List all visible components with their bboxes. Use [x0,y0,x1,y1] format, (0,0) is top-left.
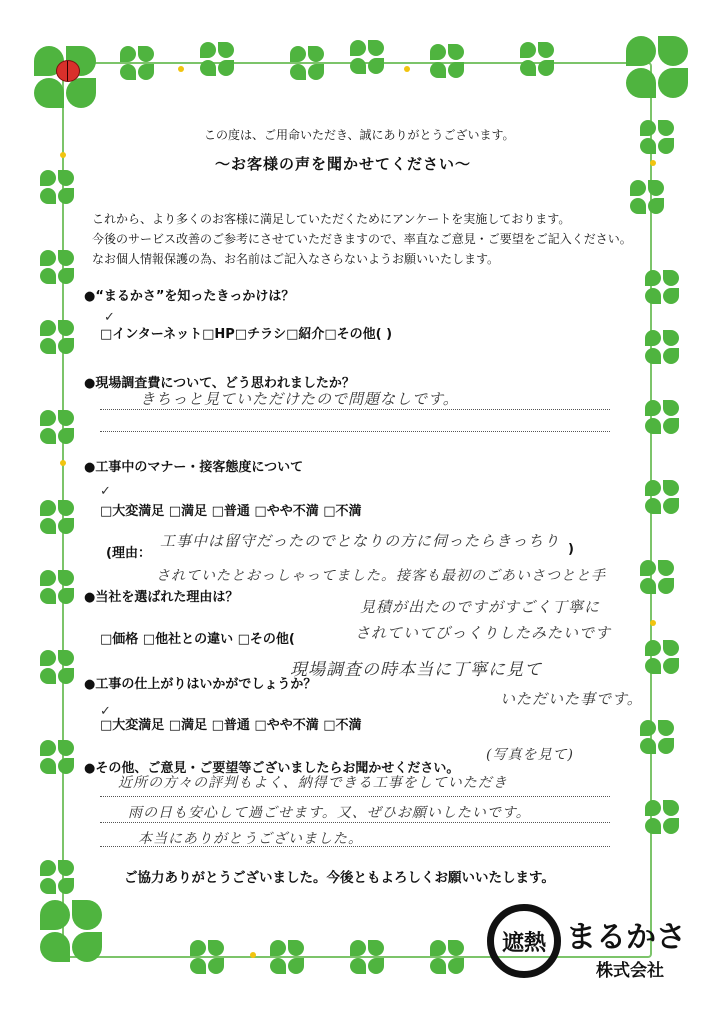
intro-line-3: なお個人情報保護の為、お名前はご記入なさらないようお願いいたします。 [92,252,500,266]
question-5-options[interactable]: □大変満足 □満足 □普通 □やや不満 □不満 [100,718,362,733]
clover-icon [40,740,74,774]
question-3-options[interactable]: □大変満足 □満足 □普通 □やや不満 □不満 [100,504,362,519]
question-3-answer-line-1: 工事中は留守だったのでとなりの方に伺ったらきっちり [160,532,561,550]
question-6-answer-line-3: 本当にありがとうございました。 [138,831,363,847]
reason-label: (理由： [106,546,151,561]
clover-icon [40,650,74,684]
clover-icon [430,44,464,78]
clover-icon [350,40,384,74]
question-3-answer-line-2: されていたとおっしゃってました。接客も最初のごあいさつとと手 [156,568,606,584]
clover-icon [120,46,154,80]
clover-icon [40,860,74,894]
clover-icon [626,36,688,98]
clover-icon [630,180,664,214]
question-6-label: ●その他、ご意見・ご要望等ございましたらお聞かせください。 [84,761,460,776]
clover-icon [645,400,679,434]
clover-icon [190,940,224,974]
dot-decoration [60,152,66,158]
clover-icon [520,42,554,76]
clover-icon [270,940,304,974]
question-2-answer: きちっと見ていただけたので問題なしです。 [140,390,459,408]
dot-decoration [60,460,66,466]
page-title: 〜お客様の声を聞かせてください〜 [215,155,472,173]
question-4-options[interactable]: □価格 □他社との違い □その他( [100,632,295,647]
clover-icon [40,900,102,962]
intro-line-1: これから、より多くのお客様に満足していただくためにアンケートを実施しております。 [92,212,571,226]
clover-icon [40,250,74,284]
clover-icon [640,560,674,594]
company-logo-mark [487,904,561,978]
clover-icon [40,320,74,354]
clover-icon [200,42,234,76]
clover-icon [350,940,384,974]
clover-icon [430,940,464,974]
answer-line [100,846,610,847]
checkmark-icon: ✓ [100,484,111,499]
question-2-label: ●現場調査費について、どう思われましたか？ [84,376,355,391]
clover-icon [290,46,324,80]
dot-decoration [650,620,656,626]
clover-icon [645,640,679,674]
dot-decoration [650,160,656,166]
question-1-label: ●“まるかさ”を知ったきっかけは？ [84,289,295,304]
dot-decoration [250,952,256,958]
question-4-answer-line-1: 見積が出たのですがすごく丁寧に [360,598,601,616]
dot-decoration [404,66,410,72]
clover-icon [640,120,674,154]
ladybug-icon [56,60,80,82]
question-6-answer-line-1: 近所の方々の評判もよく、納得できる工事をしていただき [118,775,508,791]
logo-company: 株式会社 [596,961,664,981]
question-4-label: ●当社を選ばれた理由は？ [84,590,239,605]
intro-line-2: 今後のサービス改善のご参考にさせていただきますので、率直なご意見・ご要望をご記入ください。 [92,232,632,246]
question-3-label: ●工事中のマナー・接客態度について [84,460,304,475]
question-5-label: ●工事の仕上がりはいかがでしょうか？ [84,677,317,692]
dot-decoration [178,66,184,72]
thanks-text: ご協力ありがとうございました。今後ともよろしくお願いいたします。 [124,870,555,886]
question-4-answer-line-4: いただいた事です。 [500,690,643,708]
clover-icon [645,330,679,364]
clover-icon [645,480,679,514]
clover-icon [40,410,74,444]
question-6-note: (写真を見て) [486,747,574,763]
clover-icon [40,170,74,204]
clover-icon [640,720,674,754]
logo-mark-text: 遮熱 [501,930,546,956]
clover-icon [40,570,74,604]
checkmark-icon: ✓ [100,704,111,719]
question-4-answer-line-3: 現場調査の時本当に丁寧に見て [290,660,542,680]
clover-icon [645,800,679,834]
answer-line [100,822,610,823]
answer-line [100,796,610,797]
logo-name: まるかさ [566,920,686,955]
answer-line [100,409,610,410]
question-4-answer-line-2: されていてびっくりしたみたいです [355,624,612,642]
question-6-answer-line-2: 雨の日も安心して過ごせます。又、ぜひお願いしたいです。 [128,805,531,821]
clover-icon [40,500,74,534]
intro-text: この度は、ご用命いただき、誠にありがとうございます。 [204,128,515,142]
clover-icon [645,270,679,304]
reason-close: ) [568,542,574,557]
checkmark-icon: ✓ [104,310,115,325]
answer-line [100,431,610,432]
question-1-options[interactable]: □インターネット□HP□チラシ□紹介□その他( ) [100,327,393,342]
